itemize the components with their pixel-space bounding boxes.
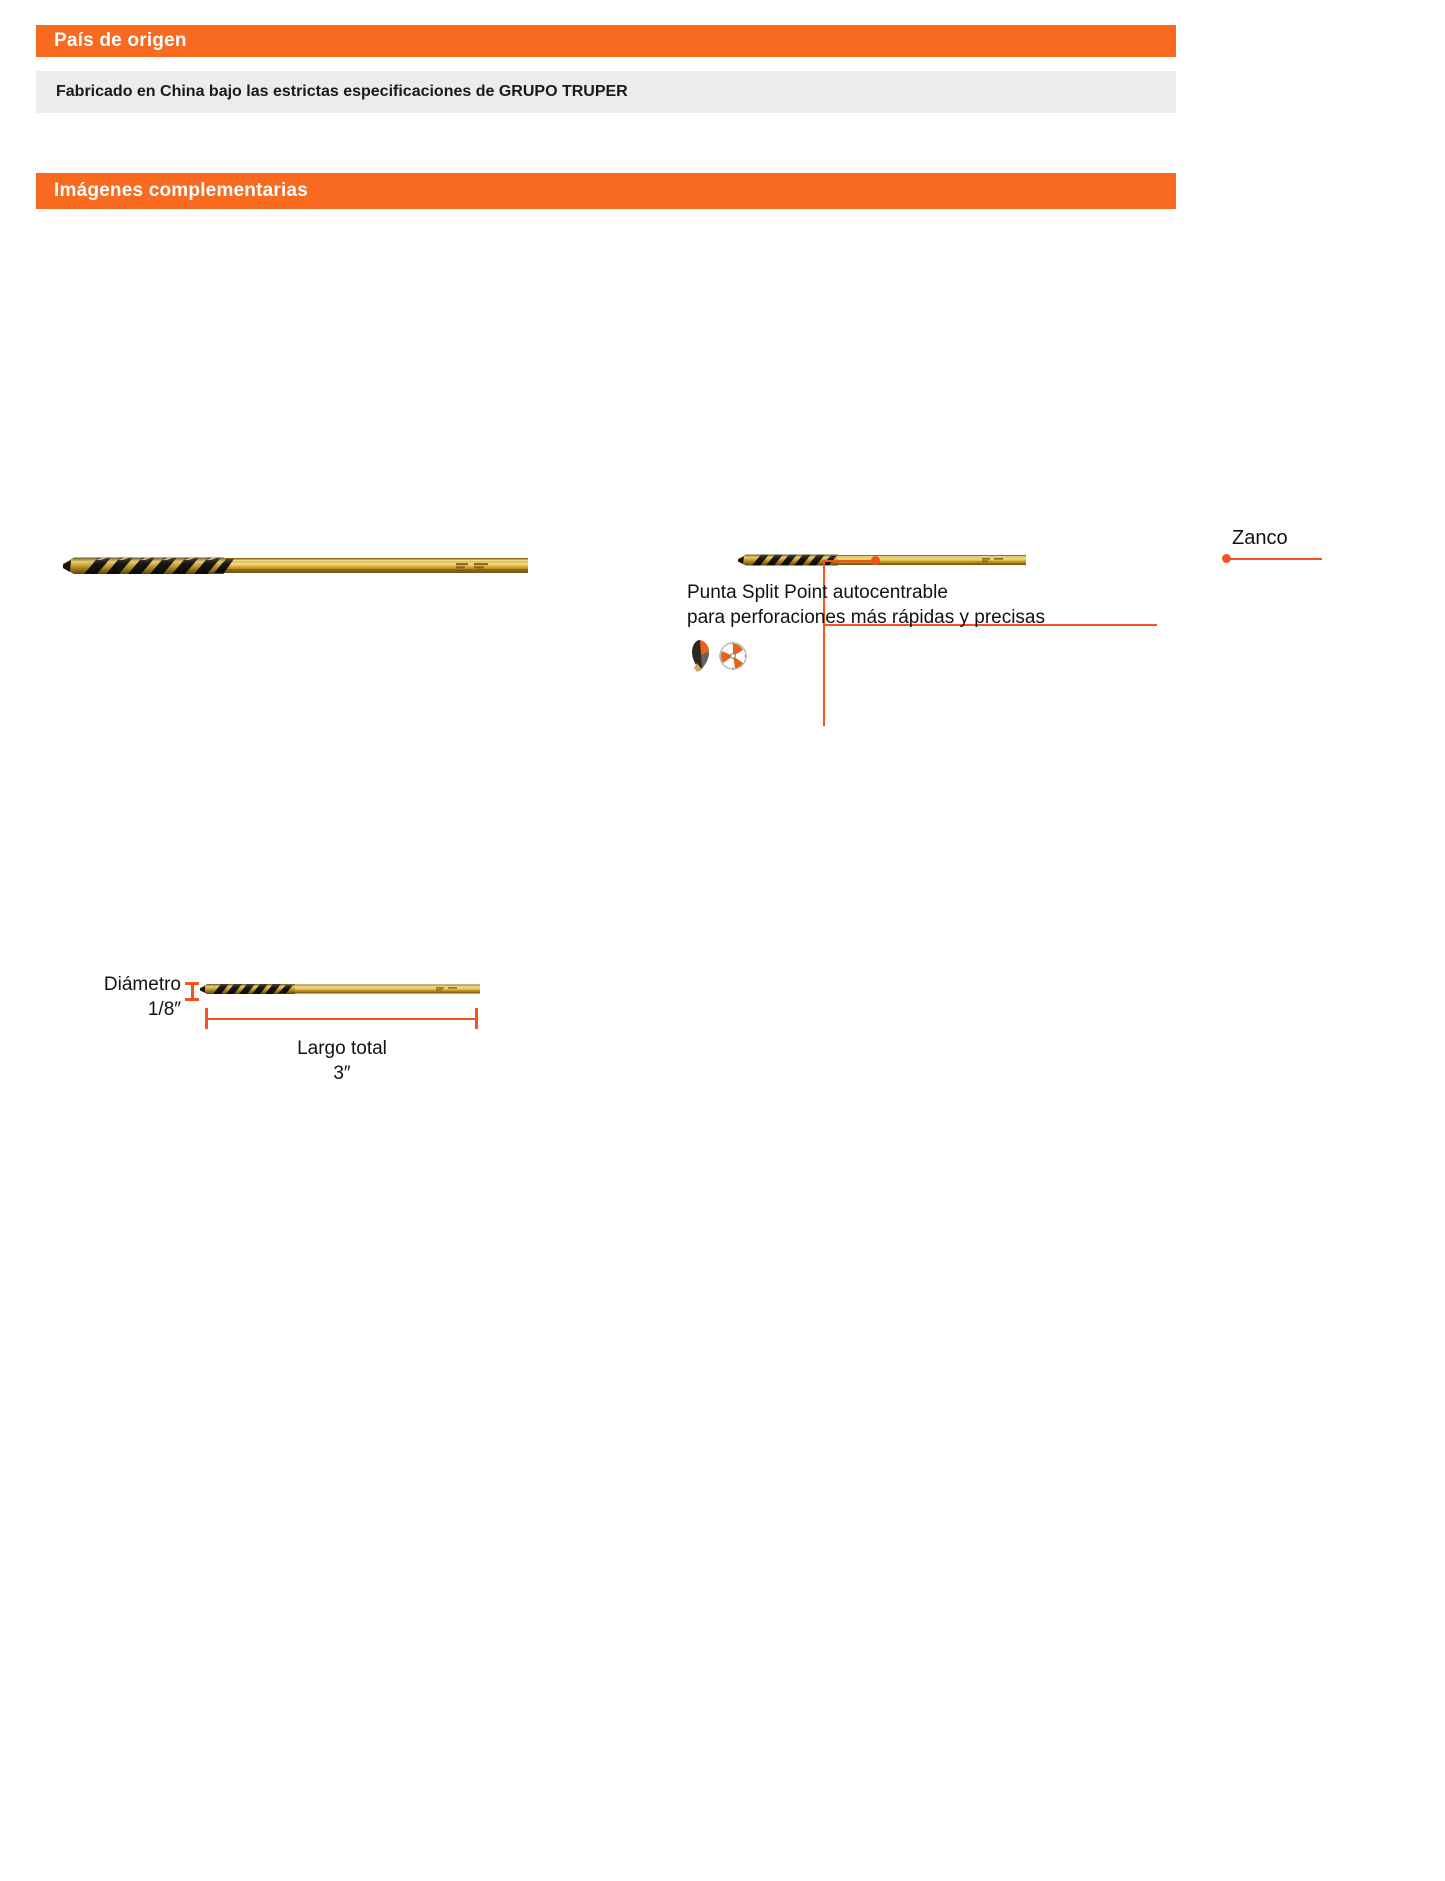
split-point-line-1: Punta Split Point autocentrable: [687, 582, 948, 603]
length-label: Largo total: [297, 1038, 387, 1059]
length-value: 3″: [333, 1063, 351, 1084]
callout-dot-punta: [871, 556, 880, 565]
drill-bit-dimensions-diagram: [100, 960, 520, 1100]
split-point-icon-group: [689, 637, 753, 673]
drill-bit-illustration-dim: [198, 978, 480, 1000]
length-dimension-rule: [205, 1018, 477, 1020]
callout-leader-horizontal: [823, 560, 875, 562]
callout-label-split-point: [687, 580, 1045, 630]
diameter-label-group: [99, 972, 181, 1022]
pais-de-origen-text: Fabricado en China bajo las estrictas especificaciones de GRUPO TRUPER: [56, 83, 628, 100]
diameter-marker-stem: [191, 982, 194, 1001]
section-header-pais-de-origen: [36, 25, 1176, 57]
section-header-imagenes-title: Imágenes complementarias: [54, 180, 309, 201]
split-point-cross-section-icon: [719, 642, 748, 671]
length-label-group: [205, 1036, 479, 1086]
diameter-label: Diámetro: [103, 974, 181, 995]
split-point-line-2: para perforaciones más rápidas y precisas: [687, 607, 1046, 628]
drill-bit-dimensions-illustration: [198, 978, 480, 1000]
diameter-value: 1/8″: [147, 999, 181, 1020]
section-header-imagenes-complementarias: [36, 173, 1176, 209]
drill-bit-product-image: [58, 548, 528, 584]
section-header-pais-title: País de origen: [54, 30, 187, 51]
drill-bit-callout-illustration: [736, 548, 1026, 572]
drill-bit-illustration-small: [736, 548, 1026, 572]
callout-label-zanco: Zanco: [1232, 527, 1288, 549]
drill-bit-illustration: [58, 548, 528, 584]
panel-pais-de-origen: [36, 71, 1176, 113]
length-dimension-tick-left: [205, 1008, 208, 1029]
callout-leader-zanco: [1230, 558, 1322, 560]
length-dimension-tick-right: [475, 1008, 478, 1029]
split-point-tip-icon: [692, 640, 709, 672]
